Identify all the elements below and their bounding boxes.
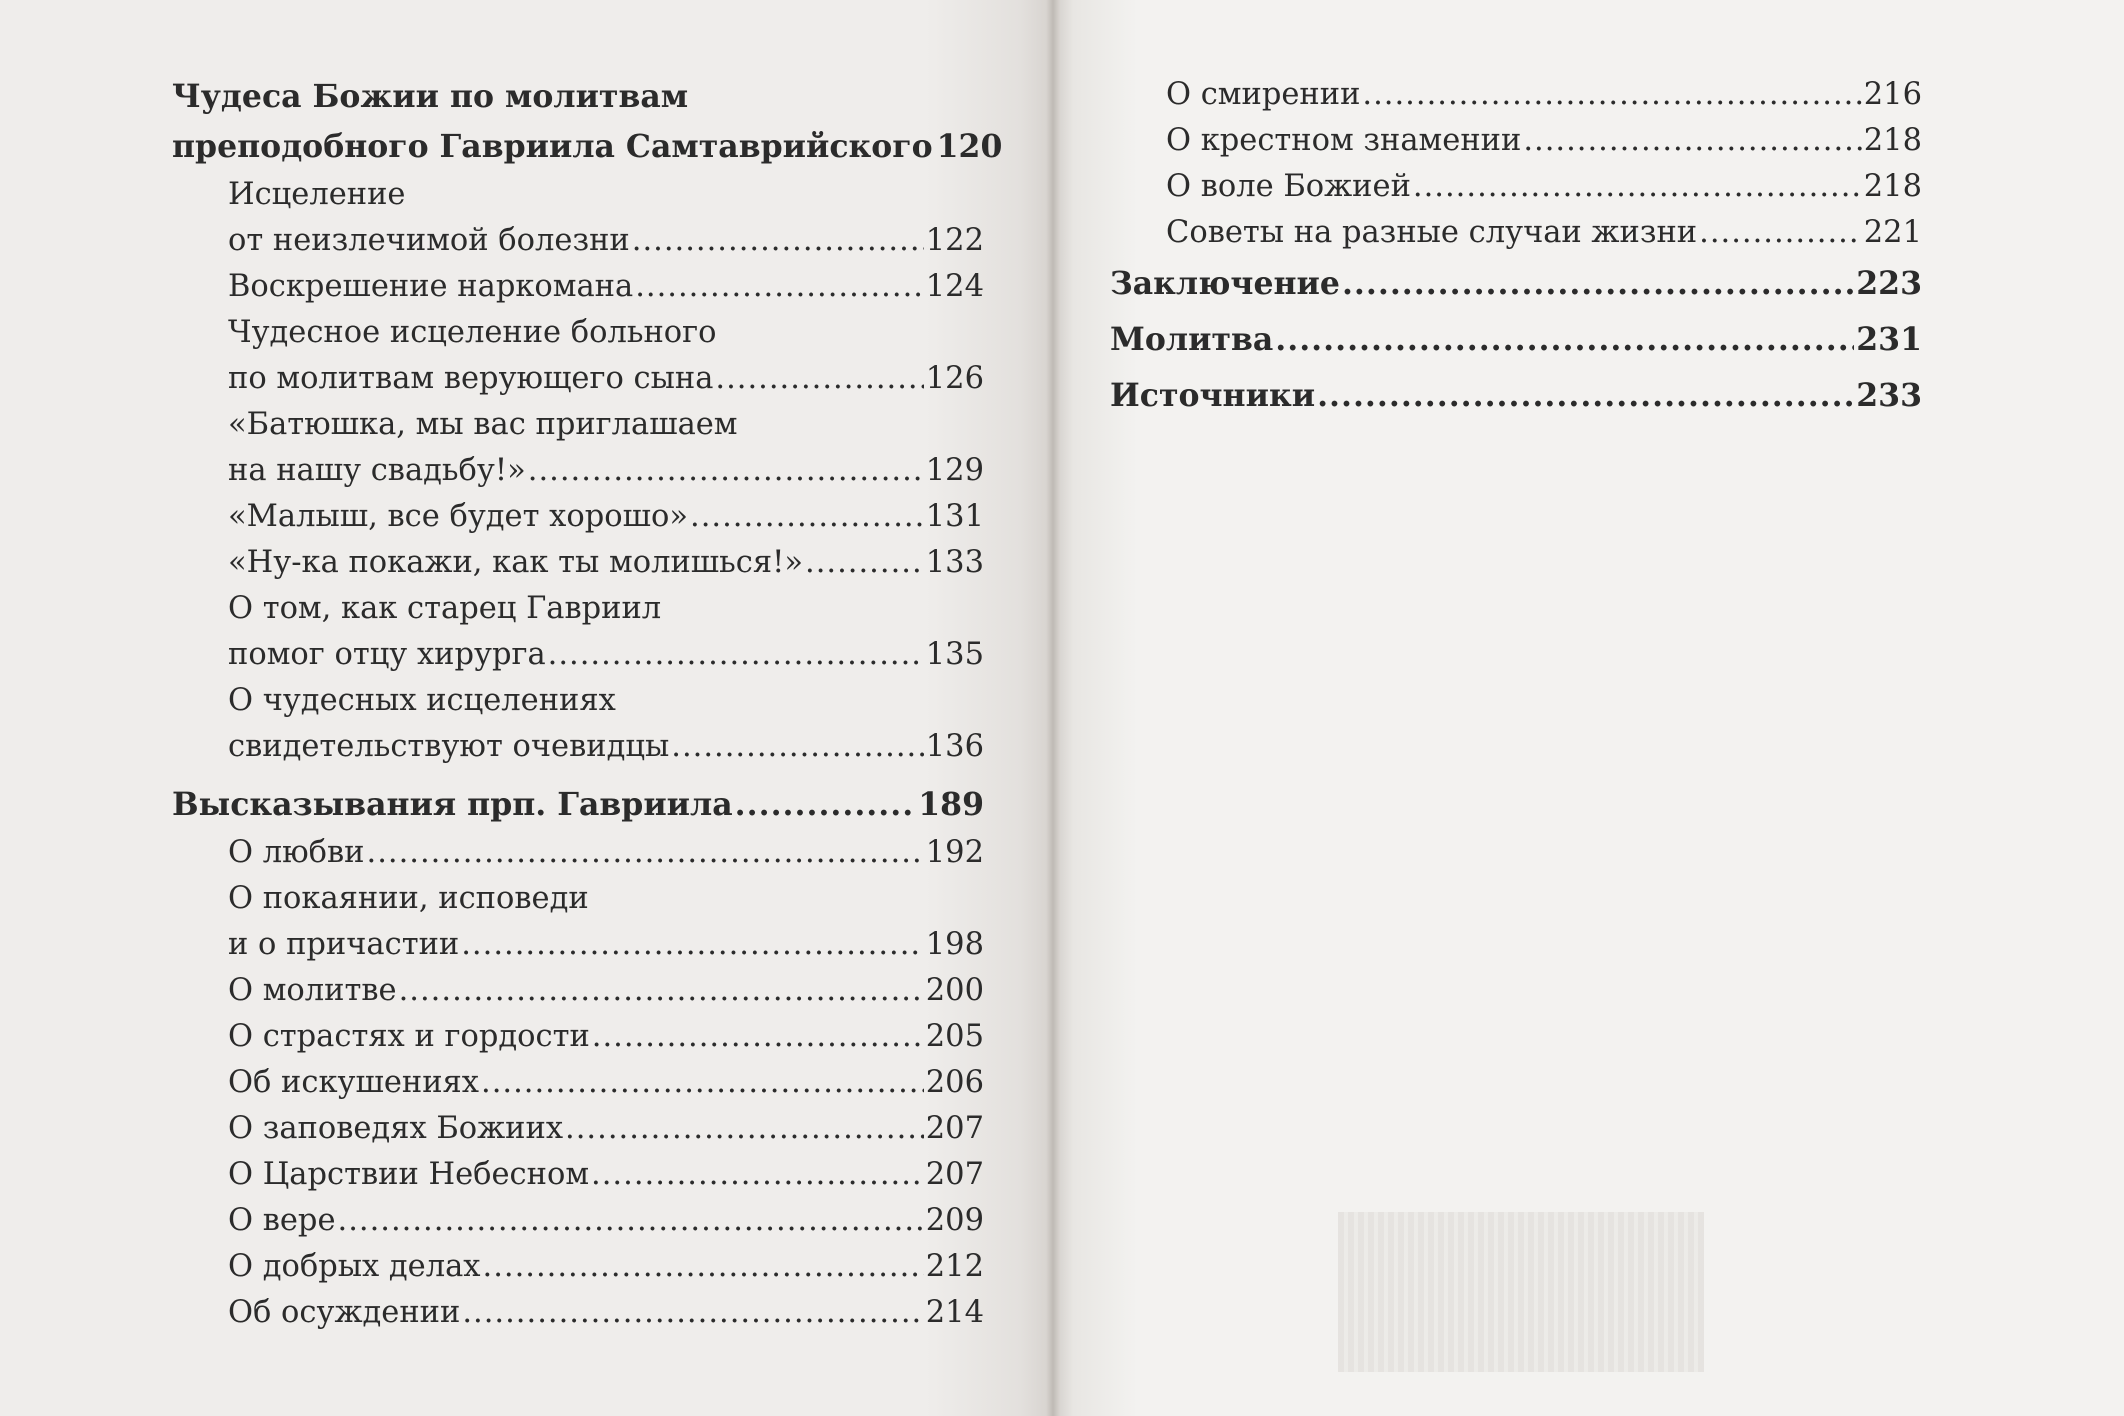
toc-entry-title: О смирении <box>1166 77 1361 112</box>
toc-entry-title: на нашу свадьбу!» <box>228 453 526 488</box>
toc-entry[interactable] <box>1110 164 1922 210</box>
toc-entry[interactable] <box>172 1060 984 1106</box>
dot-leader <box>632 218 924 264</box>
toc-entry[interactable] <box>1110 118 1922 164</box>
show-through-mark <box>1338 1212 1704 1372</box>
dot-leader <box>483 1244 924 1290</box>
toc-entry[interactable] <box>172 264 984 310</box>
toc-entry[interactable] <box>172 494 984 540</box>
dot-leader <box>1342 256 1854 312</box>
toc-entry[interactable] <box>172 678 984 770</box>
toc-page-number: 200 <box>925 973 984 1008</box>
toc-page-number: 120 <box>936 128 1003 165</box>
dot-leader <box>635 264 924 310</box>
dot-leader <box>481 1060 924 1106</box>
toc-entry-title: Об осуждении <box>228 1295 461 1330</box>
dot-leader <box>1362 72 1861 118</box>
toc-entry[interactable] <box>172 402 984 494</box>
dot-leader <box>367 830 924 876</box>
toc-page-number: 218 <box>1863 169 1922 204</box>
toc-entry-title: О заповедях Божиих <box>228 1111 564 1146</box>
toc-entry[interactable] <box>172 310 984 402</box>
toc-entry[interactable] <box>172 1198 984 1244</box>
toc-entry[interactable] <box>1110 210 1922 256</box>
toc-entry[interactable] <box>172 540 984 586</box>
toc-entry-title: от неизлечимой болезни <box>228 223 630 258</box>
toc-entry-major[interactable] <box>1110 256 1922 312</box>
dot-leader <box>591 1152 924 1198</box>
toc-entry-title: Заключение <box>1110 265 1340 302</box>
toc-entry-title: «Ну-ка покажи, как ты молишься!» <box>228 545 804 580</box>
toc-page-number: 133 <box>925 545 984 580</box>
dot-leader <box>528 448 924 494</box>
toc-entry-title: Об искушениях <box>228 1065 479 1100</box>
toc-page-number: 192 <box>925 835 984 870</box>
toc-entry-title: О страстях и гордости <box>228 1019 590 1054</box>
dot-leader <box>461 922 924 968</box>
toc-entry-title: «Малыш, все будет хорошо» <box>228 499 689 534</box>
toc-page-number: 136 <box>925 729 984 764</box>
toc-entry-title: преподобного Гавриила Самтаврийского <box>172 128 933 165</box>
dot-leader <box>548 632 924 678</box>
toc-entry[interactable] <box>172 1014 984 1060</box>
dot-leader <box>805 540 924 586</box>
dot-leader <box>1317 368 1854 424</box>
toc-page-number: 131 <box>925 499 984 534</box>
dot-leader <box>592 1014 924 1060</box>
right-table-of-contents <box>1110 72 1922 424</box>
toc-entry-major[interactable] <box>172 780 984 830</box>
left-table-of-contents <box>172 72 1003 1336</box>
dot-leader <box>338 1198 924 1244</box>
dot-leader <box>715 356 923 402</box>
toc-entry-major[interactable] <box>1110 368 1922 424</box>
toc-entry-title: О крестном знамении <box>1166 123 1522 158</box>
toc-page-number: 214 <box>925 1295 984 1330</box>
toc-page-number: 218 <box>1863 123 1922 158</box>
toc-page-number: 124 <box>925 269 984 304</box>
toc-entry-first-line: «Батюшка, мы вас приглашаем <box>228 407 738 442</box>
toc-entry[interactable] <box>172 968 984 1014</box>
toc-entry-title: по молитвам верующего сына <box>228 361 714 396</box>
dot-leader <box>1523 118 1861 164</box>
toc-entry[interactable] <box>172 830 984 876</box>
toc-entry[interactable] <box>172 1290 984 1336</box>
toc-page-number: 198 <box>925 927 984 962</box>
toc-page-number: 205 <box>925 1019 984 1054</box>
toc-entry-title: Воскрешение наркомана <box>228 269 634 304</box>
dot-leader <box>462 1290 923 1336</box>
toc-entry[interactable] <box>172 1106 984 1152</box>
toc-page-number: 221 <box>1863 215 1922 250</box>
toc-entry[interactable] <box>172 1152 984 1198</box>
dot-leader <box>690 494 924 540</box>
toc-entry-first-line: О покаянии, исповеди <box>228 881 589 916</box>
toc-entry[interactable] <box>172 876 984 968</box>
toc-entry-title: и о причастии <box>228 927 460 962</box>
toc-entry-first-line: Чудеса Божии по молитвам <box>172 78 689 115</box>
dot-leader <box>399 968 924 1014</box>
toc-page-number: 216 <box>1863 77 1922 112</box>
toc-entry-title: свидетельствуют очевидцы <box>228 729 670 764</box>
dot-leader <box>735 780 917 830</box>
toc-entry-title: О воле Божией <box>1166 169 1411 204</box>
dot-leader <box>1275 312 1854 368</box>
toc-entry-title: помог отцу хирурга <box>228 637 546 672</box>
toc-entry-major[interactable] <box>1110 312 1922 368</box>
toc-entry-title: О молитве <box>228 973 397 1008</box>
toc-entry-first-line: О том, как старец Гавриил <box>228 591 662 626</box>
toc-page-number: 233 <box>1856 377 1922 414</box>
toc-page-number: 129 <box>925 453 984 488</box>
toc-entry-title: О Царствии Небесном <box>228 1157 590 1192</box>
toc-entry[interactable] <box>1110 72 1922 118</box>
toc-entry-major[interactable] <box>172 72 1003 172</box>
toc-page-number: 206 <box>925 1065 984 1100</box>
toc-entry-title: Советы на разные случаи жизни <box>1166 215 1698 250</box>
toc-page-number: 126 <box>925 361 984 396</box>
toc-entry-title: Высказывания прп. Гавриила <box>172 786 733 823</box>
toc-entry-title: О вере <box>228 1203 336 1238</box>
dot-leader <box>1413 164 1862 210</box>
toc-entry-title: Источники <box>1110 377 1316 414</box>
book-gutter <box>1046 0 1060 1416</box>
toc-page-number: 122 <box>925 223 984 258</box>
toc-page-number: 207 <box>925 1157 984 1192</box>
toc-entry-title: Молитва <box>1110 321 1274 358</box>
toc-entry-first-line: О чудесных исцелениях <box>228 683 616 718</box>
toc-entry[interactable] <box>172 172 984 264</box>
dot-leader <box>565 1106 924 1152</box>
toc-page-number: 207 <box>925 1111 984 1146</box>
dot-leader <box>671 724 924 770</box>
toc-page-number: 135 <box>925 637 984 672</box>
toc-page-number: 231 <box>1856 321 1922 358</box>
toc-page-number: 212 <box>925 1249 984 1284</box>
toc-entry-title: О любви <box>228 835 365 870</box>
dot-leader <box>1699 210 1862 256</box>
toc-entry-first-line: Исцеление <box>228 177 406 212</box>
toc-entry-title: О добрых делах <box>228 1249 481 1284</box>
toc-entry[interactable] <box>172 1244 984 1290</box>
toc-page-number: 223 <box>1856 265 1922 302</box>
toc-entry[interactable] <box>172 586 984 678</box>
toc-entry-first-line: Чудесное исцеление больного <box>228 315 717 350</box>
toc-page-number: 209 <box>925 1203 984 1238</box>
toc-page-number: 189 <box>918 786 984 823</box>
